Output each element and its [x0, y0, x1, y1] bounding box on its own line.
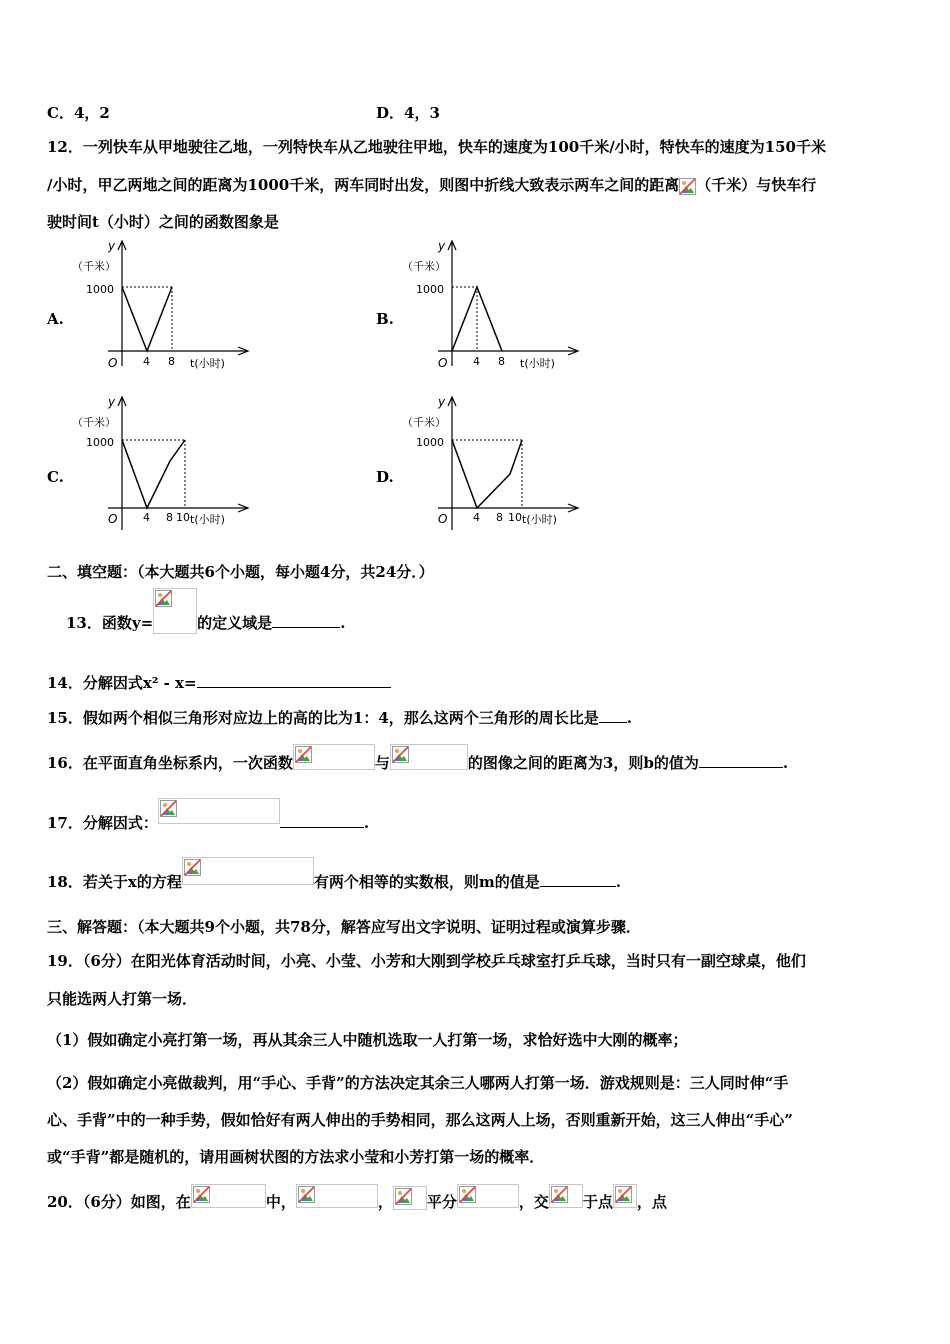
- answer-blank: [699, 752, 783, 768]
- formula-image: [390, 744, 468, 770]
- answer-blank: [540, 871, 616, 887]
- q18-text: 18．若关于x的方程 有两个相等的实数根，则m的值是 .: [47, 871, 621, 892]
- graph-a-y-label: y: [108, 239, 116, 253]
- graph-c-y-tick: 1000: [86, 436, 114, 449]
- q12-text-line2: /小时，甲乙两地之间的距离为1000千米，两车同时出发，则图中折线大致表示两车之间的距离 （千米）与快车行: [47, 176, 817, 194]
- answer-blank: [280, 812, 364, 828]
- q13-text: 13．函数y= 的定义域是 .: [66, 612, 345, 634]
- formula-image: [182, 857, 314, 885]
- answer-blank: [272, 612, 340, 628]
- graph-d: [400, 394, 590, 534]
- graph-c-x-tick-4: 4: [143, 511, 150, 524]
- graph-a-y-tick: 1000: [86, 283, 114, 296]
- graph-c-t-label: t(小时): [190, 513, 225, 526]
- graph-d-t-label: t(小时): [522, 513, 557, 526]
- q20-text: 20．（6分）如图，在 中， ， 平分 ，交 于点 ，点: [47, 1192, 667, 1212]
- graph-a-origin: O: [108, 356, 118, 370]
- option-a-label: A.: [47, 310, 64, 328]
- graph-c-x-tick-8: 8: [166, 511, 173, 524]
- graph-b-t-label: t(小时): [520, 357, 555, 370]
- graph-c-unit: （千米）: [72, 416, 116, 429]
- q14-text: 14．分解因式x² - x=: [47, 672, 391, 693]
- q11-option-d: D．4，3: [376, 104, 440, 122]
- graph-d-x-tick-4: 4: [473, 511, 480, 524]
- answer-blank: [197, 672, 391, 688]
- graph-d-unit: （千米）: [402, 416, 446, 429]
- option-b-label: B.: [376, 310, 394, 328]
- formula-image: [293, 744, 375, 770]
- q15-text: 15．假如两个相似三角形对应边上的高的比为1：4，那么这两个三角形的周长比是 .: [47, 709, 632, 727]
- formula-image: [191, 1184, 266, 1208]
- q12-text-line3: 驶时间t（小时）之间的函数图象是: [47, 213, 279, 231]
- option-c-label: C.: [47, 468, 64, 486]
- broken-image-icon: [459, 1186, 476, 1203]
- broken-image-icon: [184, 859, 201, 876]
- graph-b-unit: （千米）: [402, 260, 446, 273]
- broken-image-icon: [392, 746, 409, 763]
- q19-line1: 19．（6分）在阳光体育活动时间，小亮、小莹、小芳和大刚到学校乒乓球室打乒乓球，当时只有一副空球桌，他们: [47, 952, 806, 970]
- formula-image: [153, 588, 197, 634]
- graph-b-y-tick: 1000: [416, 283, 444, 296]
- broken-image-icon: [551, 1186, 568, 1203]
- graph-c: [70, 394, 260, 534]
- graph-b-origin: O: [438, 356, 448, 370]
- graph-d-x-tick-8: 8: [496, 511, 503, 524]
- q19-part2-line3: 或“手背”都是随机的，请用画树状图的方法求小莹和小芳打第一场的概率．: [47, 1148, 545, 1166]
- q16-text: 16．在平面直角坐标系内，一次函数 与 的图像之间的距离为3，则b的值为 .: [47, 752, 788, 773]
- section-2-heading: 二、填空题：（本大题共6个小题，每小题4分，共24分．）: [47, 563, 434, 581]
- formula-image: [158, 798, 280, 824]
- q11-option-c: C．4，2: [47, 104, 110, 122]
- graph-a-x-tick-8: 8: [168, 355, 175, 368]
- broken-image-icon: [295, 746, 312, 763]
- broken-image-icon: [395, 1188, 412, 1205]
- graph-b-x-tick-4: 4: [473, 355, 480, 368]
- graph-a-t-label: t(小时): [190, 357, 225, 370]
- broken-image-icon: [679, 178, 696, 195]
- graph-c-y-label: y: [108, 395, 116, 409]
- graph-c-origin: O: [108, 512, 118, 526]
- q19-part1: （1）假如确定小亮打第一场，再从其余三人中随机选取一人打第一场，求恰好选中大刚的概率；: [47, 1031, 688, 1049]
- graph-d-origin: O: [438, 512, 448, 526]
- answer-blank: [599, 707, 627, 723]
- q17-text: 17．分解因式： .: [47, 812, 369, 833]
- broken-image-icon: [160, 800, 177, 817]
- graph-d-y-label: y: [438, 395, 446, 409]
- q19-part2-line1: （2）假如确定小亮做裁判，用“手心、手背”的方法决定其余三人哪两人打第一场．游戏规则是：三人同时伸“手: [47, 1074, 789, 1092]
- graph-b: [400, 238, 590, 378]
- formula-image: [296, 1184, 378, 1208]
- option-d-label: D.: [376, 468, 394, 486]
- graph-a-unit: （千米）: [72, 260, 116, 273]
- q19-part2-line2: 心、手背”中的一种手势，假如恰好有两人伸出的手势相同，那么这两人上场，否则重新开始，这三人伸出“手心”: [47, 1111, 793, 1129]
- q19-line2: 只能选两人打第一场．: [47, 990, 198, 1008]
- formula-image: [457, 1184, 519, 1208]
- broken-image-icon: [155, 590, 172, 607]
- graph-a-x-tick-4: 4: [143, 355, 150, 368]
- broken-image-icon: [298, 1186, 315, 1203]
- formula-image: [613, 1184, 637, 1208]
- section-3-heading: 三、解答题：（本大题共9个小题，共78分，解答应写出文字说明、证明过程或演算步骤．: [47, 918, 641, 936]
- graph-b-x-tick-8: 8: [498, 355, 505, 368]
- graph-b-y-label: y: [438, 239, 446, 253]
- formula-image: [549, 1184, 583, 1208]
- graph-a: [70, 238, 260, 378]
- broken-image-icon: [679, 178, 696, 195]
- graph-c-x-tick-10: 10: [176, 511, 190, 524]
- broken-image-icon: [615, 1186, 632, 1203]
- q12-text-line1: 12．一列快车从甲地驶往乙地，一列特快车从乙地驶往甲地，快车的速度为100千米/小时，特快车的速度为150千米: [47, 138, 826, 156]
- broken-image-icon: [193, 1186, 210, 1203]
- graph-d-y-tick: 1000: [416, 436, 444, 449]
- graph-d-x-tick-10: 10: [508, 511, 522, 524]
- formula-image: [393, 1186, 427, 1210]
